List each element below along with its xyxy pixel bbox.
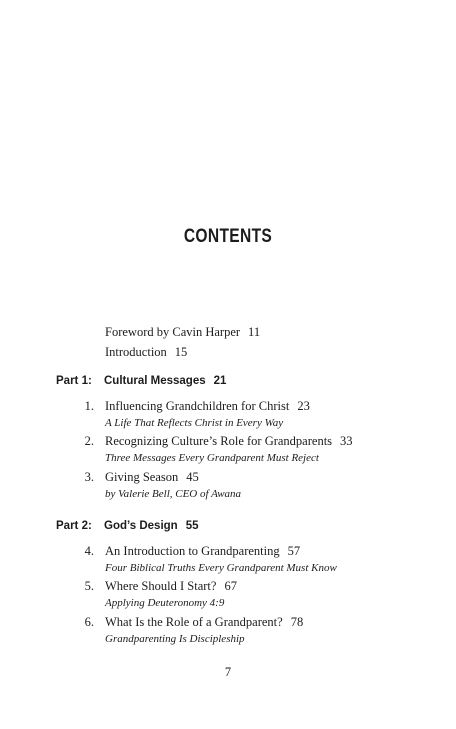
part-heading-2[interactable]: [56, 520, 199, 532]
chapter-title: An Introduction to Grandparenting: [105, 544, 280, 558]
toc-entry-foreword[interactable]: [105, 324, 260, 340]
toc-entry-chapter-4[interactable]: [105, 543, 300, 559]
part-label: Part 1:: [56, 375, 92, 387]
part-heading-1[interactable]: [56, 375, 226, 387]
chapter-title: Influencing Grandchildren for Christ: [105, 399, 290, 413]
toc-page-number: 67: [224, 579, 237, 593]
toc-page-number: 57: [287, 544, 301, 558]
chapter-subtitle: Three Messages Every Grandparent Must Reject: [105, 452, 319, 464]
chapter-number: 1.: [84, 399, 94, 413]
chapter-title: Giving Season: [105, 470, 179, 484]
toc-page-number: 78: [290, 615, 304, 629]
page-number: 7: [224, 665, 232, 679]
chapter-subtitle: Four Biblical Truths Every Grandparent Must Know: [105, 562, 337, 574]
toc-page-number: 33: [340, 434, 353, 448]
chapter-title: Recognizing Culture’s Role for Grandparents: [105, 434, 333, 448]
toc-page-number: 11: [248, 325, 261, 339]
chapter-number: 6.: [84, 615, 94, 629]
chapter-title: What Is the Role of a Grandparent?: [105, 615, 283, 629]
part-page-number: 55: [185, 520, 199, 532]
page-title: CONTENTS: [183, 226, 273, 247]
part-label: Part 2:: [56, 520, 92, 532]
chapter-subtitle: Grandparenting Is Discipleship: [105, 633, 245, 645]
toc-entry-chapter-3[interactable]: [105, 469, 199, 485]
toc-page-number: 23: [297, 399, 310, 413]
chapter-title: Where Should I Start?: [105, 579, 217, 593]
toc-page-number: 45: [186, 470, 199, 484]
chapter-number: 3.: [84, 470, 94, 484]
toc-entry-chapter-2[interactable]: [105, 433, 353, 449]
part-title: Cultural Messages: [104, 375, 206, 387]
part-page-number: 21: [213, 375, 227, 387]
chapter-subtitle: A Life That Reflects Christ in Every Way: [105, 417, 284, 429]
chapter-subtitle: by Valerie Bell, CEO of Awana: [105, 488, 242, 500]
chapter-number: 5.: [84, 579, 94, 593]
toc-entry-chapter-5[interactable]: [105, 578, 237, 594]
chapter-number: 4.: [84, 544, 94, 558]
toc-entry-chapter-1[interactable]: [105, 398, 310, 414]
toc-entry-label: Foreword by Cavin Harper: [105, 325, 241, 339]
toc-entry-introduction[interactable]: [105, 344, 187, 360]
chapter-subtitle: Applying Deuteronomy 4:9: [105, 597, 225, 609]
part-title: God’s Design: [104, 520, 178, 532]
toc-entry-chapter-6[interactable]: [105, 614, 303, 630]
chapter-number: 2.: [84, 434, 94, 448]
toc-page-number: 15: [174, 345, 188, 359]
toc-entry-label: Introduction: [105, 345, 167, 359]
